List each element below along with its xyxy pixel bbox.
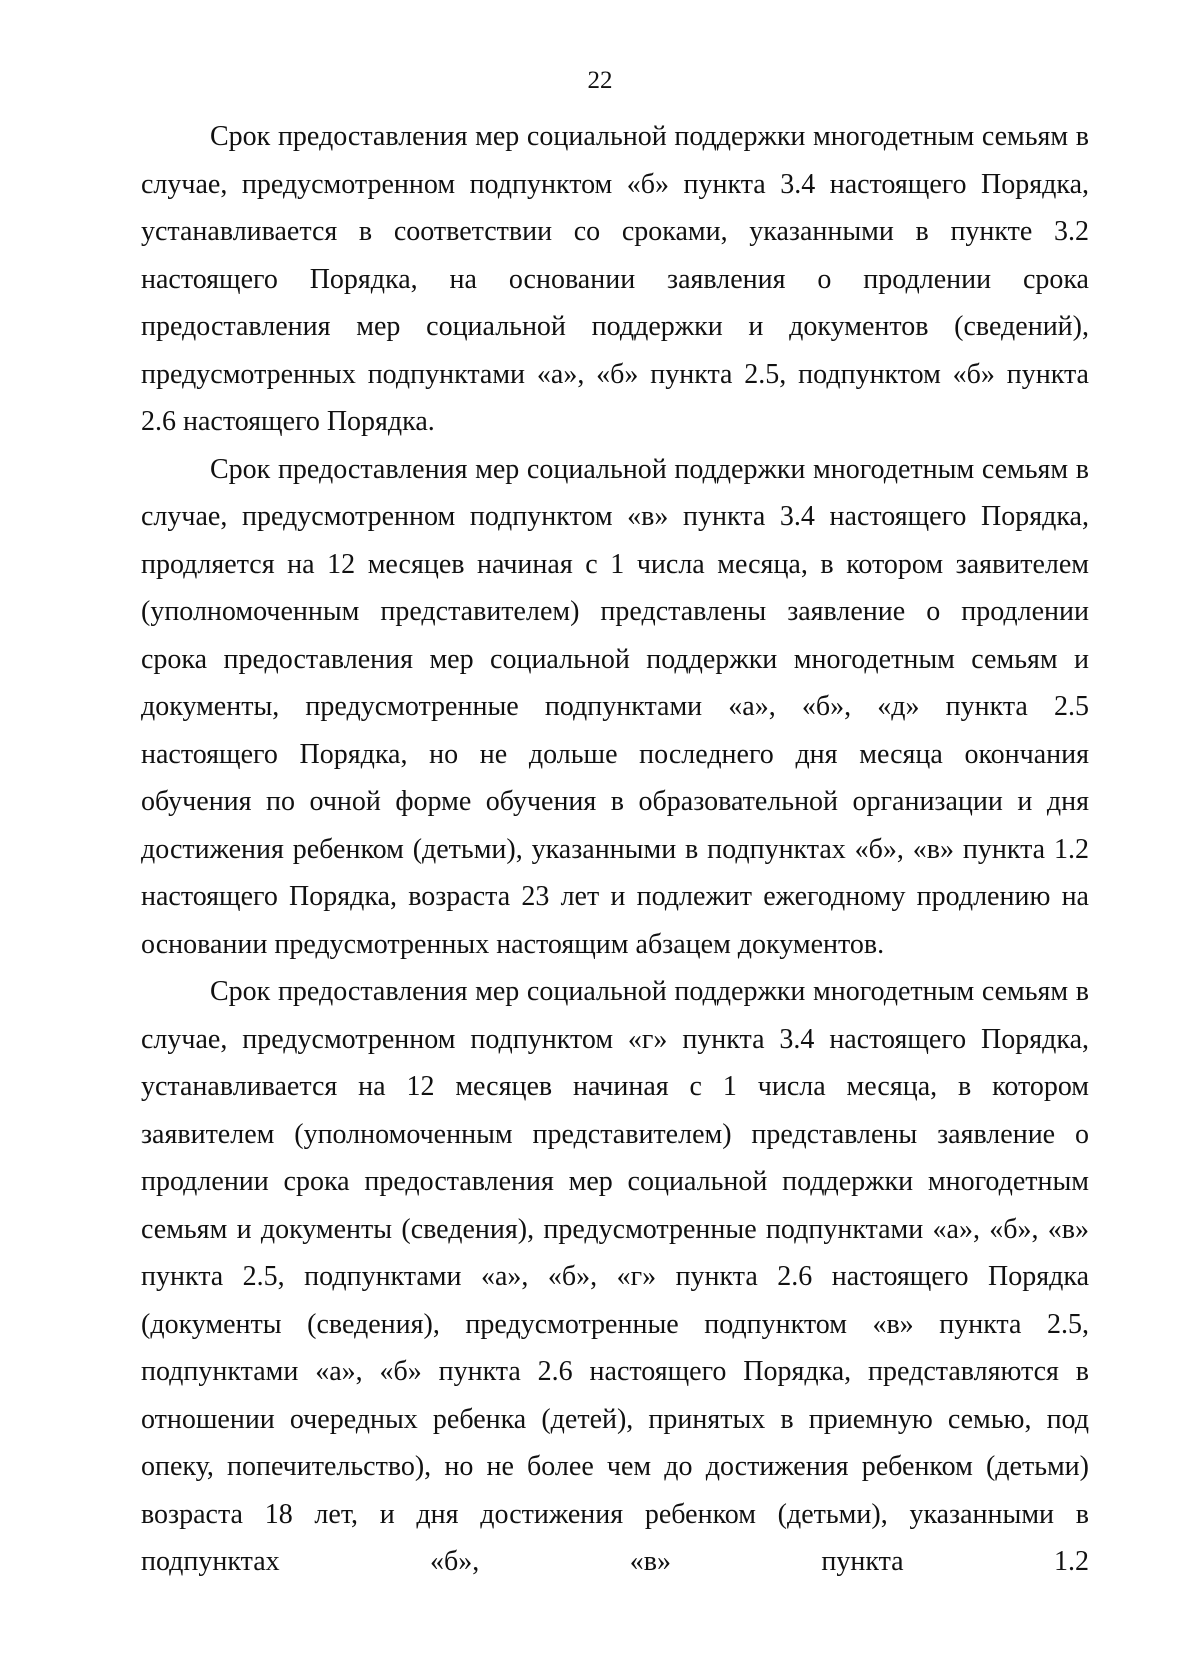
document-body xyxy=(141,113,1089,1586)
page-number: 22 xyxy=(587,67,613,94)
paragraph-1: Срок предоставления мер социальной поддержки многодетным семьям в случае, предусмотренном подпунктом «б» пункта 3.4 настоящего Порядка, устанавливается в соответствии со сроками, указанными в пункте 3.2 настоящего Порядка, на основании заявления о продлении срока предоставления мер социальной поддержки и документов (сведений), предусмотренных подпунктами «а», «б» пункта 2.5, подпунктом «б» пункта 2.6 настоящего Порядка. xyxy=(141,121,1089,437)
paragraph-3: Срок предоставления мер социальной поддержки многодетным семьям в случае, предусмотренном подпунктом «г» пункта 3.4 настоящего Порядка, устанавливается на 12 месяцев начиная с 1 числа месяца, в котором заявителем (уполномоченным представителем) представлены заявление о продлении срока предоставления мер социальной поддержки многодетным семьям и документы (сведения), предусмотренные подпунктами «а», «б», «в» пункта 2.5, подпунктами «а», «б», «г» пункта 2.6 настоящего Порядка (документы (сведения), предусмотренные подпунктом «в» пункта 2.5, подпунктами «а», «б» пункта 2.6 настоящего Порядка, представляются в отношении очередных ребенка (детей), принятых в приемную семью, под опеку, попечительство), но не более чем до достижения ребенком (детьми) возраста 18 лет, и дня достижения ребенком (детьми), указанными в подпунктах «б», «в» пункта 1.2 xyxy=(141,976,1089,1577)
paragraph-2: Срок предоставления мер социальной поддержки многодетным семьям в случае, предусмотренном подпунктом «в» пункта 3.4 настоящего Порядка, продляется на 12 месяцев начиная с 1 числа месяца, в котором заявителем (уполномоченным представителем) представлены заявление о продлении срока предоставления мер социальной поддержки многодетным семьям и документы, предусмотренные подпунктами «а», «б», «д» пункта 2.5 настоящего Порядка, но не дольше последнего дня месяца окончания обучения по очной форме обучения в образовательной организации и дня достижения ребенком (детьми), указанными в подпунктах «б», «в» пункта 1.2 настоящего Порядка, возраста 23 лет и подлежит ежегодному продлению на основании предусмотренных настоящим абзацем документов. xyxy=(141,453,1089,960)
